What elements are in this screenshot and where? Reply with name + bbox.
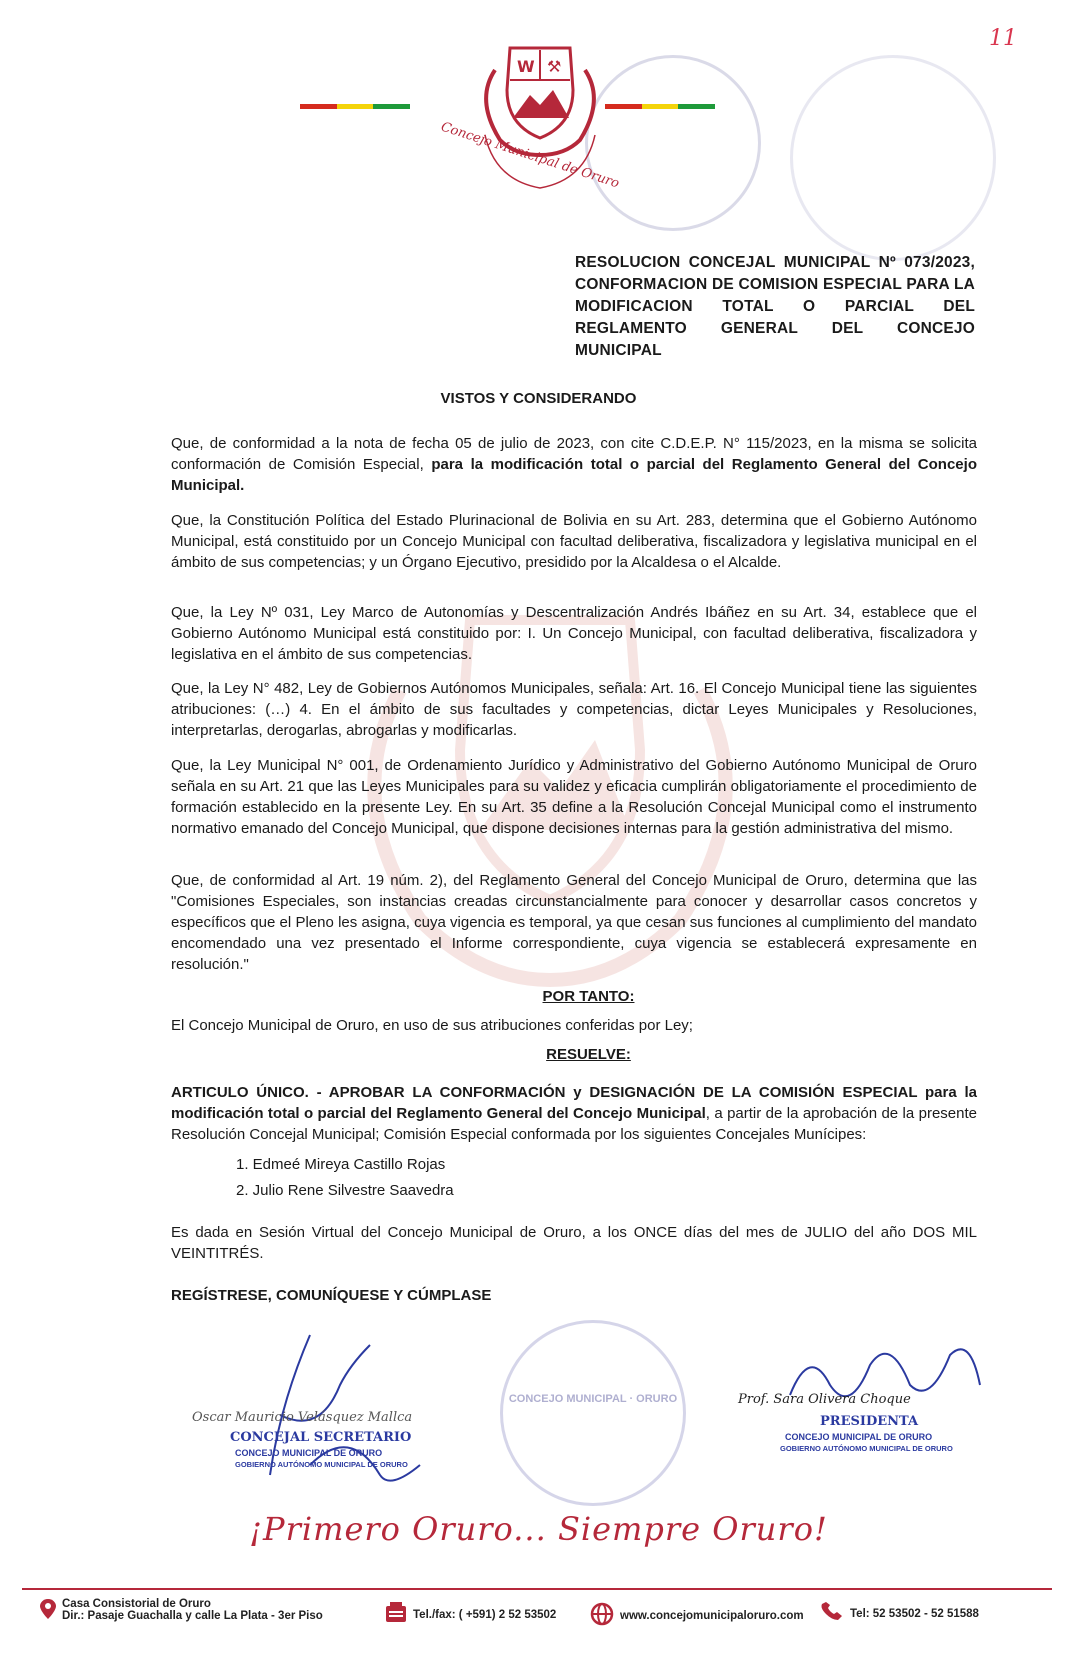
por-tanto-heading: POR TANTO: (542, 988, 635, 1005)
footer-address-line1: Casa Consistorial de Oruro (62, 1598, 211, 1610)
articulo-unico (171, 1082, 977, 1145)
resolution-title: RESOLUCION CONCEJAL MUNICIPAL Nº 073/2023, CONFORMACION DE COMISION ESPECIAL PARA LA MODIFICACION TOTAL O PARCIAL DEL REGLAMENTO GENERAL DEL CONCEJO MUNICIPAL (575, 254, 975, 359)
articulo-bold: ARTICULO ÚNICO. - APROBAR LA CONFORMACIÓN y DESIGNACIÓN DE LA COMISIÓN ESPECIAL para la modificación total o parcial del Reglamento General del Concejo Municipal (171, 1084, 977, 1122)
flag-bar-left (300, 104, 410, 109)
closing-paragraph: Es dada en Sesión Virtual del Concejo Municipal de Oruro, a los ONCE días del mes de JULIO del año DOS MIL VEINTITRÉS. (171, 1224, 977, 1262)
registrese-line: REGÍSTRESE, COMUNÍQUESE Y CÚMPLASE (171, 1287, 492, 1304)
emblem-text: Concejo Municipal de Oruro (438, 119, 622, 192)
members-list (236, 1152, 454, 1204)
signature-left-name: Oscar Mauricio Velásquez Mallca (192, 1410, 413, 1425)
paragraph-3: Que, la Ley Nº 031, Ley Marco de Autonomías y Descentralización Andrés Ibáñez en su Art. 34, establece que el Gobierno Autónomo Municipal está constituido por: I. Un Concejo Municipal, con facultad deliberativa, fiscalizadora y legislativa en el ámbito de sus competencias. (171, 604, 977, 663)
footer-website[interactable] (590, 1602, 804, 1629)
member-item: 1. Edmeé Mireya Castillo Rojas (236, 1156, 446, 1173)
paragraph-6: Que, de conformidad al Art. 19 núm. 2), del Reglamento General del Concejo Municipal de Oruro, determina que las "Comisiones Especiales, son instancias creadas circunstancialmente para conocer y desarrollar casos concretos y específicos que el Pleno les asigna, cuya vigencia es temporal, ya que cesan sus funciones al cumplimiento del mandato encomendado una vez presentado el Informe correspondiente, cuya vigencia se establecerá expresamente en resolución." (171, 872, 977, 973)
resuelve-heading: RESUELVE: (546, 1046, 631, 1063)
paragraph-1 (171, 433, 977, 496)
signature-right-name: Prof. Sara Olivera Choque (738, 1392, 911, 1407)
signature-right-org2: GOBIERNO AUTÓNOMO MUNICIPAL DE ORURO (780, 1444, 953, 1453)
official-seal-stamp (500, 1320, 686, 1506)
signature-left-title: CONCEJAL SECRETARIO (230, 1430, 412, 1445)
paragraph-5: Que, la Ley Municipal N° 001, de Ordenamiento Jurídico y Administrativo del Gobierno Autónomo Municipal de Oruro señala en su Art. 21 que las Leyes Municipales para su validez y eficacia cumplirán obligatoriamente el procedimiento de formación establecido en la presente Ley. En su Art. 35 define a la Resolución Concejal Municipal como el instrumento normativo emanado del Concejo Municipal, que dispone decisiones internas para la gestión administrativa del mismo. (171, 757, 977, 837)
faint-stamp-top-right (790, 55, 996, 261)
fax-icon (385, 1602, 407, 1627)
footer (0, 1592, 1077, 1642)
location-pin-icon (40, 1599, 56, 1622)
footer-address-line2: Dir.: Pasaje Guachalla y calle La Plata - 3er Piso (62, 1610, 323, 1622)
member-item: 2. Julio Rene Silvestre Saavedra (236, 1182, 454, 1199)
signature-left-org: CONCEJO MUNICIPAL DE ORURO (235, 1448, 383, 1458)
footer-website-text[interactable]: www.concejomunicipaloruro.com (620, 1609, 804, 1622)
paragraph-4: Que, la Ley N° 482, Ley de Gobiernos Autónomos Municipales, señala: Art. 16. El Concejo Municipal tiene las siguientes atribuciones: (…) 4. En el ámbito de sus facultades y competencias, dictar Leyes Municipales y Resoluciones, interpretarlas, derogarlas, abrogarlas y modificarlas. (171, 680, 977, 739)
svg-text:⚒: ⚒ (547, 57, 562, 76)
footer-tel-text: Tel: 52 53502 - 52 51588 (850, 1607, 979, 1620)
vistos-heading: VISTOS Y CONSIDERANDO (440, 390, 637, 407)
signature-left-org2: GOBIERNO AUTÓNOMO MUNICIPAL DE ORURO (235, 1460, 408, 1469)
paragraph-1-bold: para la modificación total o parcial del Reglamento General del Concejo Municipal. (171, 456, 977, 494)
footer-divider (22, 1588, 1052, 1590)
slogan: ¡Primero Oruro... Siempre Oruro! (249, 1510, 828, 1548)
globe-icon (590, 1602, 614, 1629)
paragraph-1-text: Que, de conformidad a la nota de fecha 05 de julio de 2023, con cite C.D.E.P. N° 115/2023, en la misma se solicita conformación de Comisión Especial, (171, 435, 977, 473)
signature-right (770, 1325, 990, 1500)
svg-text:W: W (517, 57, 535, 76)
footer-tel (820, 1602, 979, 1625)
por-tanto-text: El Concejo Municipal de Oruro, en uso de sus atribuciones conferidas por Ley; (171, 1017, 693, 1034)
paragraph-2: Que, la Constitución Política del Estado Plurinacional de Bolivia en su Art. 283, determina que el Gobierno Autónomo Municipal, está constituido por un Concejo Municipal con facultad deliberativa, fiscalizadora y legislativa municipal en el ámbito de sus competencias; y un Órgano Ejecutivo, presidido por la Alcaldesa o el Alcalde. (171, 512, 977, 571)
articulo-rest: , a partir de la aprobación de la presente Resolución Concejal Municipal; Comisión Especial conformada por los siguientes Concejales Munícipes: (171, 1105, 977, 1143)
seal-text: CONCEJO MUNICIPAL · ORURO (508, 1393, 678, 1405)
phone-icon (820, 1602, 844, 1625)
footer-phone (385, 1602, 556, 1627)
footer-phone-text: Tel./fax: ( +591) 2 52 53502 (413, 1608, 557, 1621)
page-number: 11 (989, 26, 1017, 51)
footer-address (40, 1598, 323, 1622)
signature-right-title: PRESIDENTA (820, 1414, 919, 1429)
signature-right-org: CONCEJO MUNICIPAL DE ORURO (785, 1432, 933, 1442)
